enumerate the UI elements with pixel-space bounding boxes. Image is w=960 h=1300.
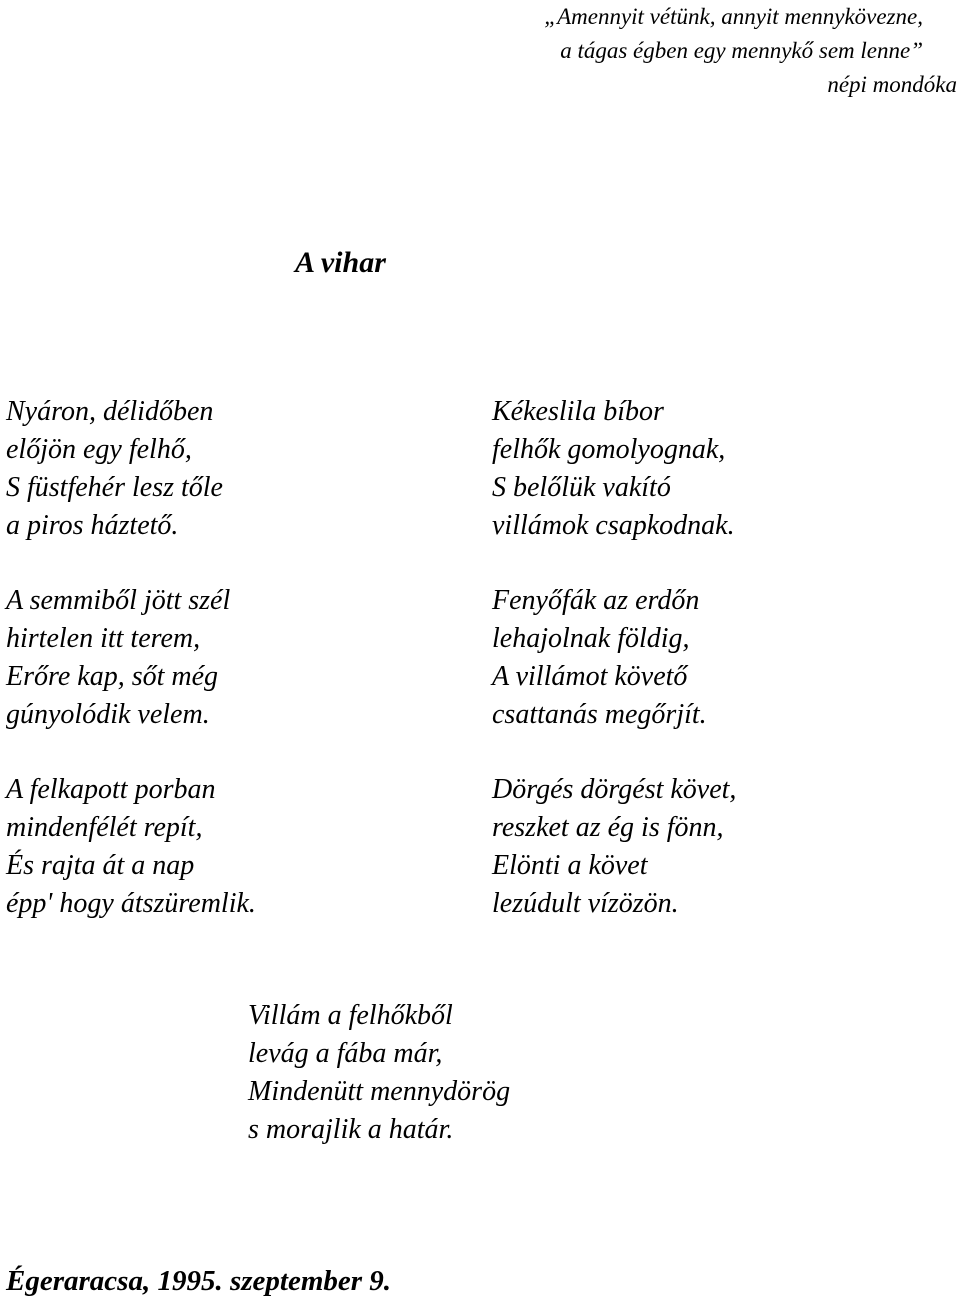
epigraph-source: népi mondóka <box>827 72 957 97</box>
place-date-signature: Égeraracsa, 1995. szeptember 9. <box>6 1265 392 1297</box>
poem-line: Nyáron, délidőben <box>6 396 214 427</box>
poem-line: Erőre kap, sőt még <box>6 661 219 692</box>
poem-line: mindenfélét repít, <box>6 812 203 843</box>
poem-line: A semmiből jött szél <box>6 585 231 616</box>
poem-line: S füstfehér lesz tőle <box>6 472 223 503</box>
poem-line: s morajlik a határ. <box>248 1114 454 1145</box>
poem-line: csattanás megőrjít. <box>492 699 707 730</box>
epigraph-line: a tágas égben egy mennykő sem lenne” <box>560 38 923 63</box>
poem-line: előjön egy felhő, <box>6 434 192 465</box>
poem-line: Dörgés dörgést követ, <box>492 774 737 805</box>
poem-line: Kékeslila bíbor <box>492 396 664 427</box>
poem-line: Mindenütt mennydörög <box>248 1076 511 1107</box>
poem-line: És rajta át a nap <box>6 850 195 881</box>
poem-line: levág a fába már, <box>248 1038 443 1069</box>
stanza-7 <box>248 997 510 1149</box>
stanza-1 <box>6 393 223 545</box>
poem-line: S belőlük vakító <box>492 472 671 503</box>
poem-line: lehajolnak földig, <box>492 623 690 654</box>
stanza-3 <box>6 771 256 923</box>
stanza-5 <box>492 582 707 734</box>
poem-line: épp' hogy átszüremlik. <box>6 888 256 919</box>
poem-line: felhők gomolyognak, <box>492 434 726 465</box>
poem-line: A felkapott porban <box>6 774 216 805</box>
poem-line: lezúdult vízözön. <box>492 888 679 919</box>
poem-line: a piros háztető. <box>6 510 179 541</box>
poem-line: reszket az ég is fönn, <box>492 812 724 843</box>
poem-line: hirtelen itt terem, <box>6 623 201 654</box>
poem-line: gúnyolódik velem. <box>6 699 210 730</box>
poem-line: Elönti a követ <box>492 850 648 881</box>
stanza-4 <box>492 393 735 545</box>
poem-line: Villám a felhőkből <box>248 1000 453 1031</box>
epigraph-line: „Amennyit vétünk, annyit mennykövezne, <box>544 4 923 29</box>
epigraph <box>544 0 957 102</box>
stanza-6 <box>492 771 736 923</box>
poem-line: A villámot követő <box>492 661 688 692</box>
stanza-2 <box>6 582 230 734</box>
poem-line: Fenyőfák az erdőn <box>492 585 700 616</box>
poem-title: A vihar <box>295 246 386 279</box>
poem-line: villámok csapkodnak. <box>492 510 735 541</box>
